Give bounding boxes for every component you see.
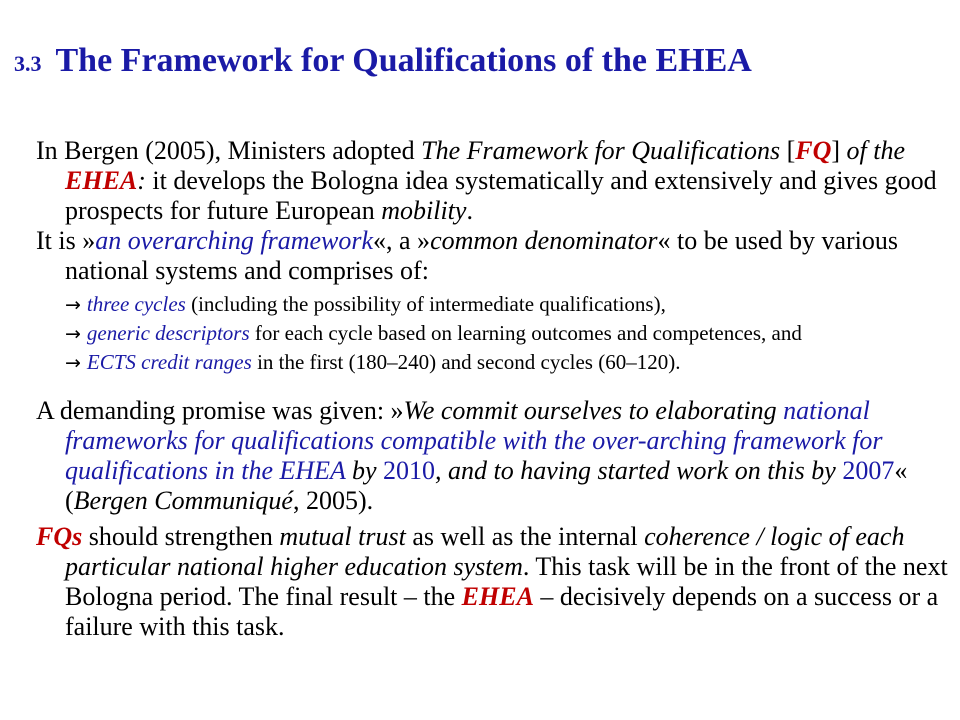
text: . This task will be in the front of the next Bologna period. The final result – the: [65, 552, 948, 611]
text: , and to having started work on this by: [435, 456, 843, 485]
year-2010: 2010: [383, 456, 435, 485]
text: , 2005).: [292, 486, 374, 515]
text-common-denominator: common denominator: [430, 226, 658, 255]
bullet-emphasis: ECTS credit ranges: [86, 350, 252, 374]
text: ]: [831, 136, 847, 165]
text-mutual-trust: mutual trust: [279, 522, 406, 551]
text: .: [466, 196, 473, 225]
text: It is »: [36, 226, 96, 255]
bullet-text: for each cycle based on learning outcomes and competences, and: [249, 321, 802, 345]
text: We commit ourselves to elaborating: [403, 396, 784, 425]
text-coherence: coherence / logic of each particular national higher education system: [65, 522, 905, 581]
text: « to be used by various national systems and comprises of:: [65, 226, 899, 285]
text: In Bergen (2005), Ministers adopted: [36, 136, 422, 165]
spacer: [36, 382, 948, 396]
section-number: 3.3: [14, 51, 42, 76]
text: « (: [65, 456, 908, 515]
bullet-emphasis: generic descriptors: [86, 321, 250, 345]
acronym-ehea: EHEA: [65, 166, 138, 195]
bullet-item: [36, 321, 948, 347]
title-text: The Framework for Qualifications of the EHEA: [55, 42, 752, 79]
text: – decisively depends on a success or a failure with this task.: [65, 582, 939, 641]
bullet-list: [36, 292, 948, 376]
text: :: [137, 166, 146, 195]
arrow-right-icon: →: [65, 294, 81, 316]
text: should strengthen: [82, 522, 280, 551]
bullet-text: in the first (180–240) and second cycles (60–120).: [251, 350, 681, 374]
page-title: [14, 42, 752, 80]
slide-body: [36, 136, 948, 642]
paragraph-fqs: [36, 522, 948, 642]
text-framework-title: The Framework for Qualifications: [421, 136, 781, 165]
acronym-fqs: FQs: [36, 522, 83, 551]
text: it develops the Bologna idea systematically and extensively and gives good prospects for future European: [65, 166, 937, 225]
text: [: [780, 136, 796, 165]
bullet-item: [36, 292, 948, 318]
text-mobility: mobility: [381, 196, 467, 225]
acronym-ehea: EHEA: [461, 582, 534, 611]
text: by: [345, 456, 383, 485]
arrow-right-icon: →: [65, 352, 81, 374]
text: as well as the internal: [405, 522, 645, 551]
bullet-text: (including the possibility of intermediate qualifications),: [185, 292, 666, 316]
paragraph-promise: [36, 396, 948, 516]
paragraph-overarching: [36, 226, 948, 286]
text: of the: [846, 136, 906, 165]
text-national-frameworks: national frameworks for qualifications compatible with the over-arching framework for qualifications in the EHEA: [65, 396, 883, 485]
text-communique: Bergen Communiqué: [73, 486, 293, 515]
text: «, a »: [373, 226, 431, 255]
text: A demanding promise was given: »: [36, 396, 404, 425]
bullet-emphasis: three cycles: [86, 292, 186, 316]
arrow-right-icon: →: [65, 323, 81, 345]
acronym-fq: FQ: [795, 136, 832, 165]
paragraph-bergen: [36, 136, 948, 226]
text-overarching: an overarching framework: [95, 226, 374, 255]
bullet-item: [36, 350, 948, 376]
year-2007: 2007: [842, 456, 895, 485]
